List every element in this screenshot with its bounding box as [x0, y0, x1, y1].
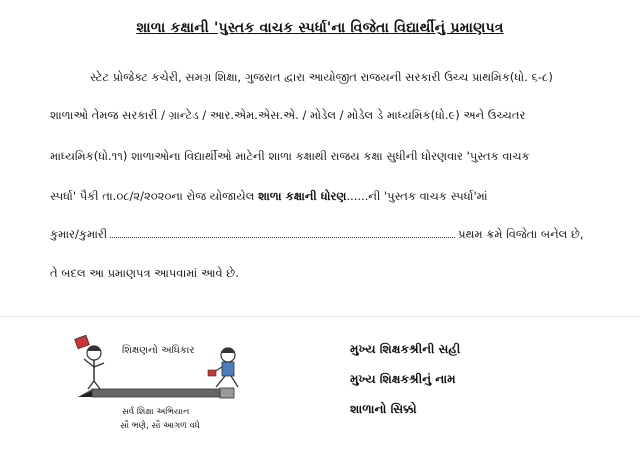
certificate-title: શાળા કક્ષાની 'પુસ્તક વાચક સ્પર્ધા'ના વિજેતા વિદ્યાર્થીનું પ્રમાણપત્ર [136, 20, 504, 36]
body-line-5 [50, 226, 620, 243]
principal-name-label: મુખ્ય શિક્ષકશ્રીનું નામ [350, 372, 456, 386]
body-line-3: માધ્યમિક(ધો.૧૧) શાળાઓના વિદ્યાર્થીઓ માટેની શાળા કક્ષાથી રાજય કક્ષા સુધીની ધોરણવાર 'પુસ્તક વાચક [50, 149, 530, 163]
winner-statement: પ્રથમ ક્રમે વિજેતા બનેલ છે, [458, 227, 584, 241]
student-name-blank [110, 227, 455, 238]
divider [0, 316, 640, 317]
body-line-4 [50, 188, 620, 205]
body-line-4-part-c: ......ની 'પુસ્તક વાચક સ્પર્ધા'માં [346, 189, 488, 203]
ssa-logo [70, 325, 260, 445]
school-stamp-label: શાળાનો સિક્કો [350, 402, 417, 416]
school-level-standard: શાળા કક્ષાની ધોરણ [258, 189, 347, 203]
body-line-1: સ્ટેટ પ્રોજેક્ટ કચેરી, સમગ્ર શિક્ષા, ગુજરાત દ્વારા આયોજીત રાજયની સરકારી ઉચ્ચ પ્રાથમિક(ધો. ૬-૮) [90, 70, 553, 84]
student-prefix: કુમાર/કુમારી [50, 227, 108, 241]
logo-subtitle-1: સર્વ શિક્ષા અભિયાન [122, 407, 190, 417]
principal-signature-label: મુખ્ય શિક્ષકશ્રીની સહી [350, 342, 461, 356]
logo-caption: શિક્ષણનો અધિકાર [122, 345, 195, 356]
body-line-6: તે બદલ આ પ્રમાણપત્ર આપવામાં આવે છે. [50, 266, 239, 280]
body-line-4-part-a: સ્પર્ધા' પૈકી તા.૦૮/૨/૨૦૨૦ના રોજ યોજાયેલ [50, 189, 259, 203]
logo-subtitle-2: સૌ ભણે, સૌ આગળ વધે [120, 421, 200, 431]
body-line-2: શાળાઓ તેમજ સરકારી / ગ્રાન્ટેડ / આર.એમ.એસ.એ. / મોડેલ / મોડેલ ડે માધ્યમિક(ધો.૯) અને ઉચ્ચતર [50, 108, 526, 122]
